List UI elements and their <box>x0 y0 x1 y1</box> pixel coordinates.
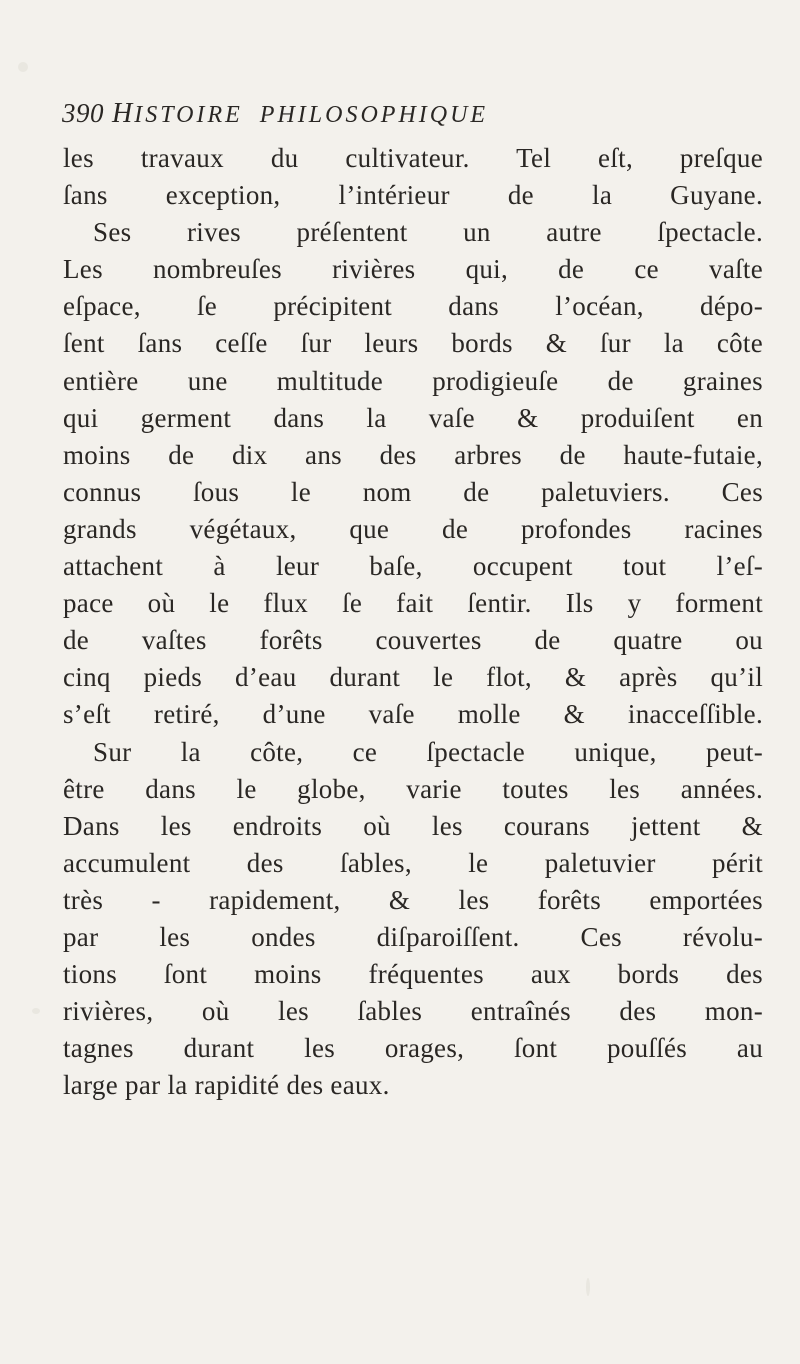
text-line: Dans les endroits où les courans jettent & <box>63 810 763 841</box>
text-line: tions ſont moins fréquentes aux bords des <box>63 959 763 990</box>
text-line: ſent ſans ceſſe ſur leurs bords & ſur la côte <box>63 328 763 359</box>
text-line: moins de dix ans des arbres de haute-futaie, <box>63 439 763 470</box>
text-line: connus ſous le nom de paletuviers. Ces <box>63 476 763 507</box>
paper-stain <box>32 1008 40 1014</box>
text-line: accumulent des ſables, le paletuvier périt <box>63 847 763 878</box>
text-line: par les ondes diſparoiſſent. Ces révolu- <box>63 921 763 952</box>
text-line: large par la rapidité des eaux. <box>63 1070 390 1101</box>
text-line: tagnes durant les orages, ſont pouſſés au <box>63 1033 763 1064</box>
paper-stain <box>586 1278 590 1296</box>
text-line: Sur la côte, ce ſpectacle unique, peut- <box>93 736 763 767</box>
text-line: Ses rives préſentent un autre ſpectacle. <box>93 217 763 248</box>
text-line: Les nombreuſes rivières qui, de ce vaſte <box>63 254 763 285</box>
text-line: de vaſtes forêts couvertes de quatre ou <box>63 625 763 656</box>
running-head-initial: H <box>112 98 135 129</box>
text-line: pace où le flux ſe fait ſentir. Ils y forment <box>63 588 763 619</box>
body-text <box>63 140 763 1104</box>
text-line: très - rapidement, & les forêts emportées <box>63 884 763 915</box>
text-line: attachent à leur baſe, occupent tout l’eſ- <box>63 551 763 582</box>
text-line: grands végétaux, que de profondes racines <box>63 513 763 544</box>
running-head <box>112 98 488 130</box>
text-line: être dans le globe, varie toutes les années. <box>63 773 763 804</box>
running-head-text: ISTOIRE PHILOSOPHIQUE <box>134 102 489 128</box>
text-line: ſans exception, l’intérieur de la Guyane. <box>63 180 763 211</box>
text-line: les travaux du cultivateur. Tel eſt, preſque <box>63 143 763 173</box>
text-line: qui germent dans la vaſe & produiſent en <box>63 402 763 433</box>
page-header <box>62 98 762 138</box>
text-line: entière une multitude prodigieuſe de graines <box>63 365 763 396</box>
page-number: 390 <box>62 98 104 128</box>
text-line: s’eſt retiré, d’une vaſe molle & inacceſſible. <box>63 699 763 730</box>
text-line: cinq pieds d’eau durant le flot, & après qu’il <box>63 662 763 693</box>
text-line: rivières, où les ſables entraînés des mon- <box>63 996 763 1027</box>
paper-stain <box>18 62 28 72</box>
text-line: eſpace, ſe précipitent dans l’océan, dépo- <box>63 291 763 322</box>
